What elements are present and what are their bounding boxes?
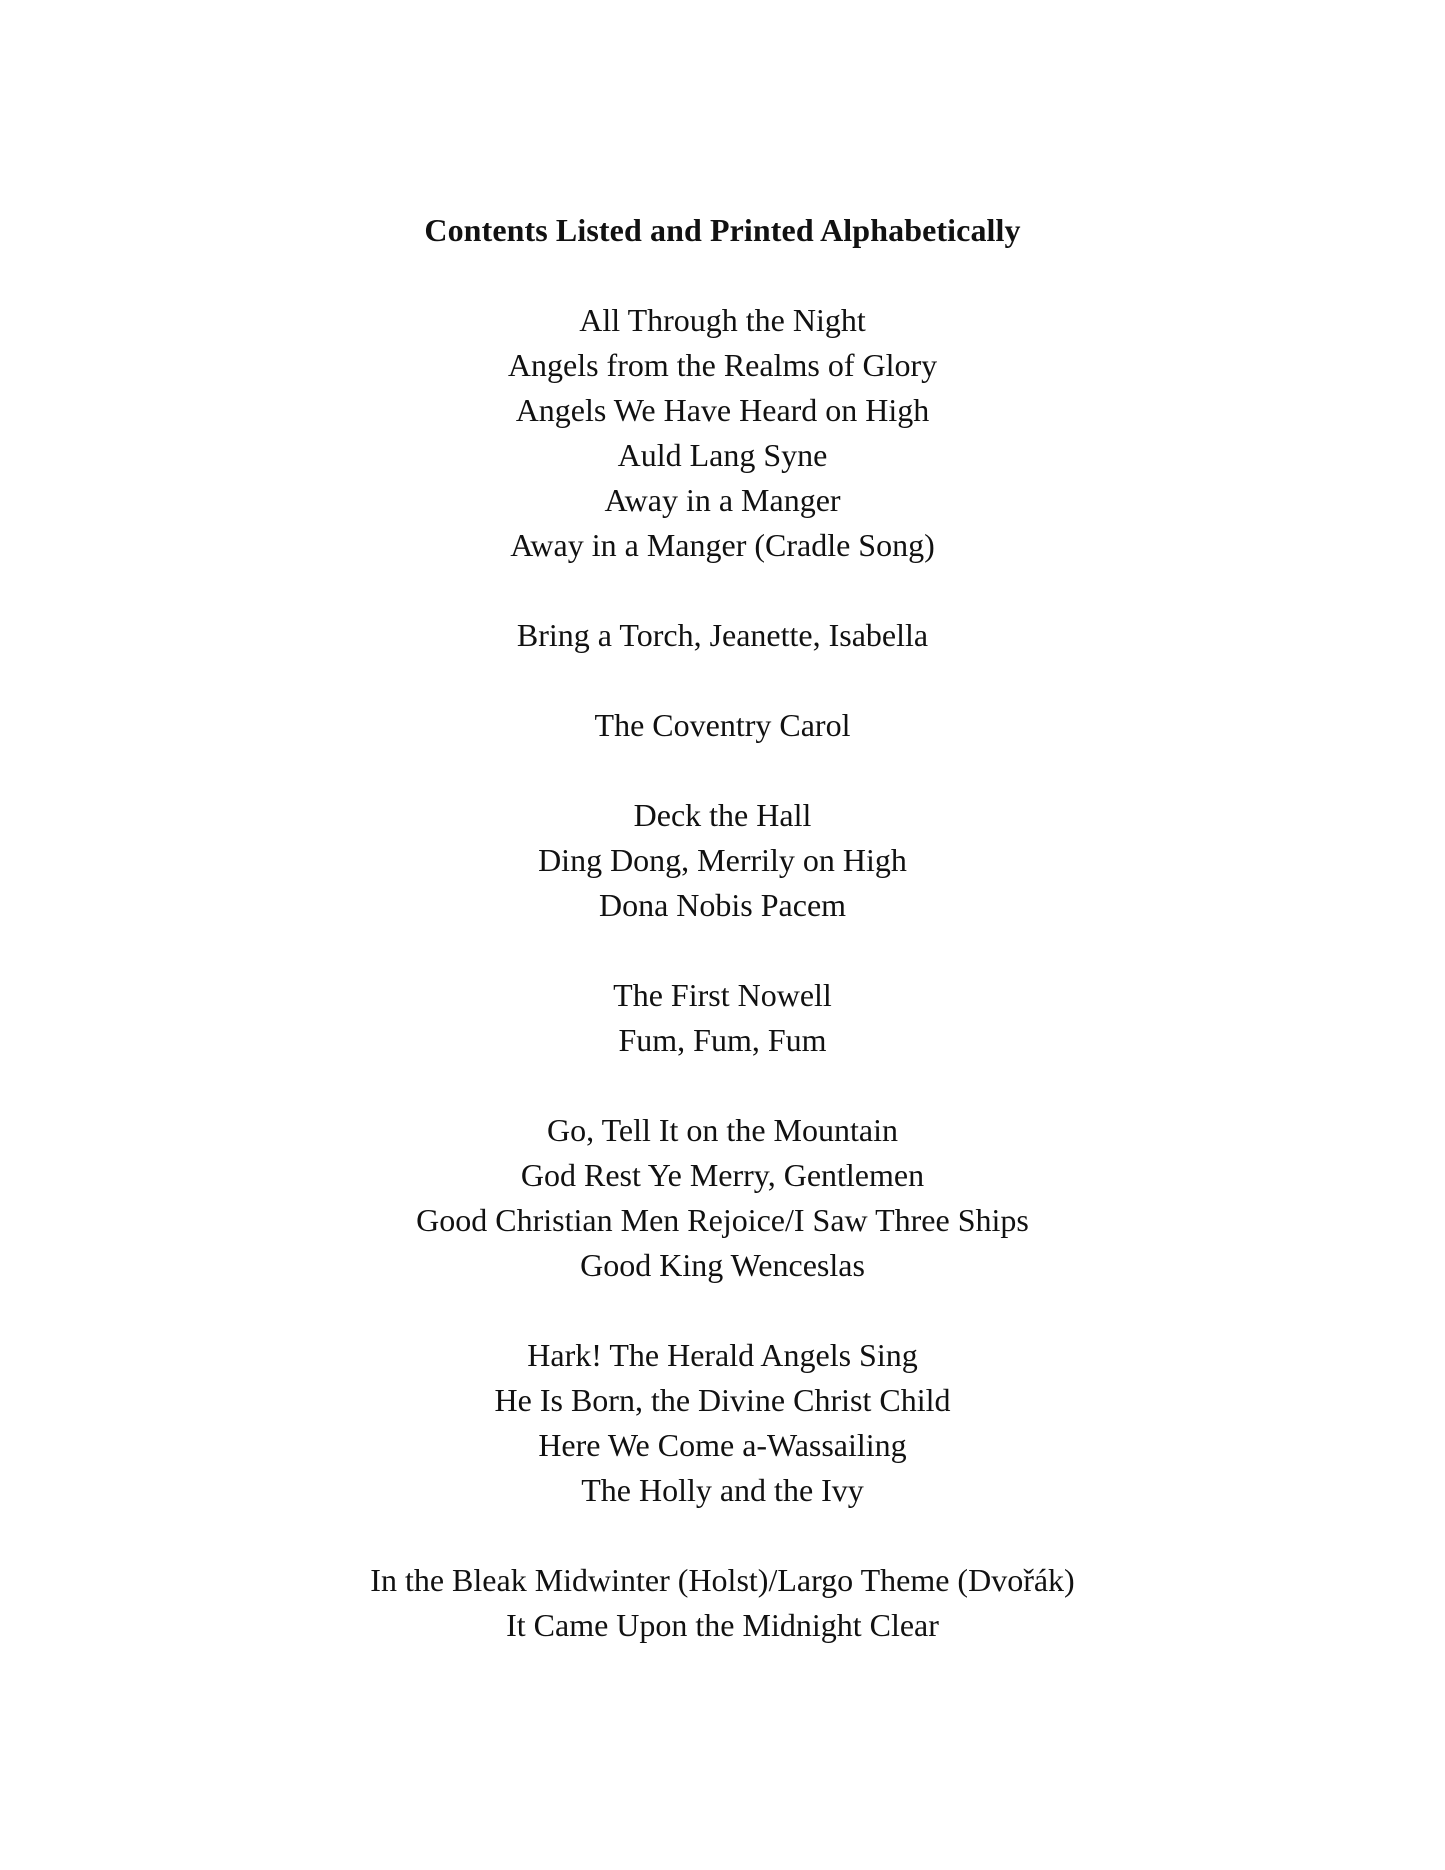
list-item: Angels We Have Heard on High bbox=[515, 392, 930, 428]
list-item: Bring a Torch, Jeanette, Isabella bbox=[516, 617, 929, 653]
list-item: Go, Tell It on the Mountain bbox=[547, 1112, 898, 1148]
list-item: Here We Come a-Wassailing bbox=[538, 1427, 907, 1463]
list-item: He Is Born, the Divine Christ Child bbox=[494, 1382, 951, 1418]
list-item: Auld Lang Syne bbox=[617, 437, 828, 473]
list-item: The First Nowell bbox=[613, 977, 832, 1013]
list-item: Ding Dong, Merrily on High bbox=[538, 842, 907, 878]
list-item: Fum, Fum, Fum bbox=[618, 1022, 827, 1058]
list-item: All Through the Night bbox=[579, 302, 866, 338]
list-item: The Coventry Carol bbox=[594, 707, 851, 743]
list-item: Away in a Manger (Cradle Song) bbox=[510, 527, 935, 563]
list-item: Hark! The Herald Angels Sing bbox=[527, 1337, 918, 1373]
list-item: God Rest Ye Merry, Gentlemen bbox=[520, 1157, 925, 1193]
page-title: Contents Listed and Printed Alphabetically bbox=[424, 212, 1021, 248]
list-item: Angels from the Realms of Glory bbox=[507, 347, 938, 383]
list-item: Good Christian Men Rejoice/I Saw Three Ships bbox=[416, 1202, 1029, 1238]
list-item: In the Bleak Midwinter (Holst)/Largo Theme (Dvořák) bbox=[370, 1562, 1075, 1598]
list-item: Dona Nobis Pacem bbox=[598, 887, 847, 923]
list-item: The Holly and the Ivy bbox=[581, 1472, 864, 1508]
list-item: It Came Upon the Midnight Clear bbox=[506, 1607, 939, 1643]
list-item: Good King Wenceslas bbox=[580, 1247, 865, 1283]
list-item: Deck the Hall bbox=[633, 797, 812, 833]
list-item: Away in a Manger bbox=[604, 482, 841, 518]
